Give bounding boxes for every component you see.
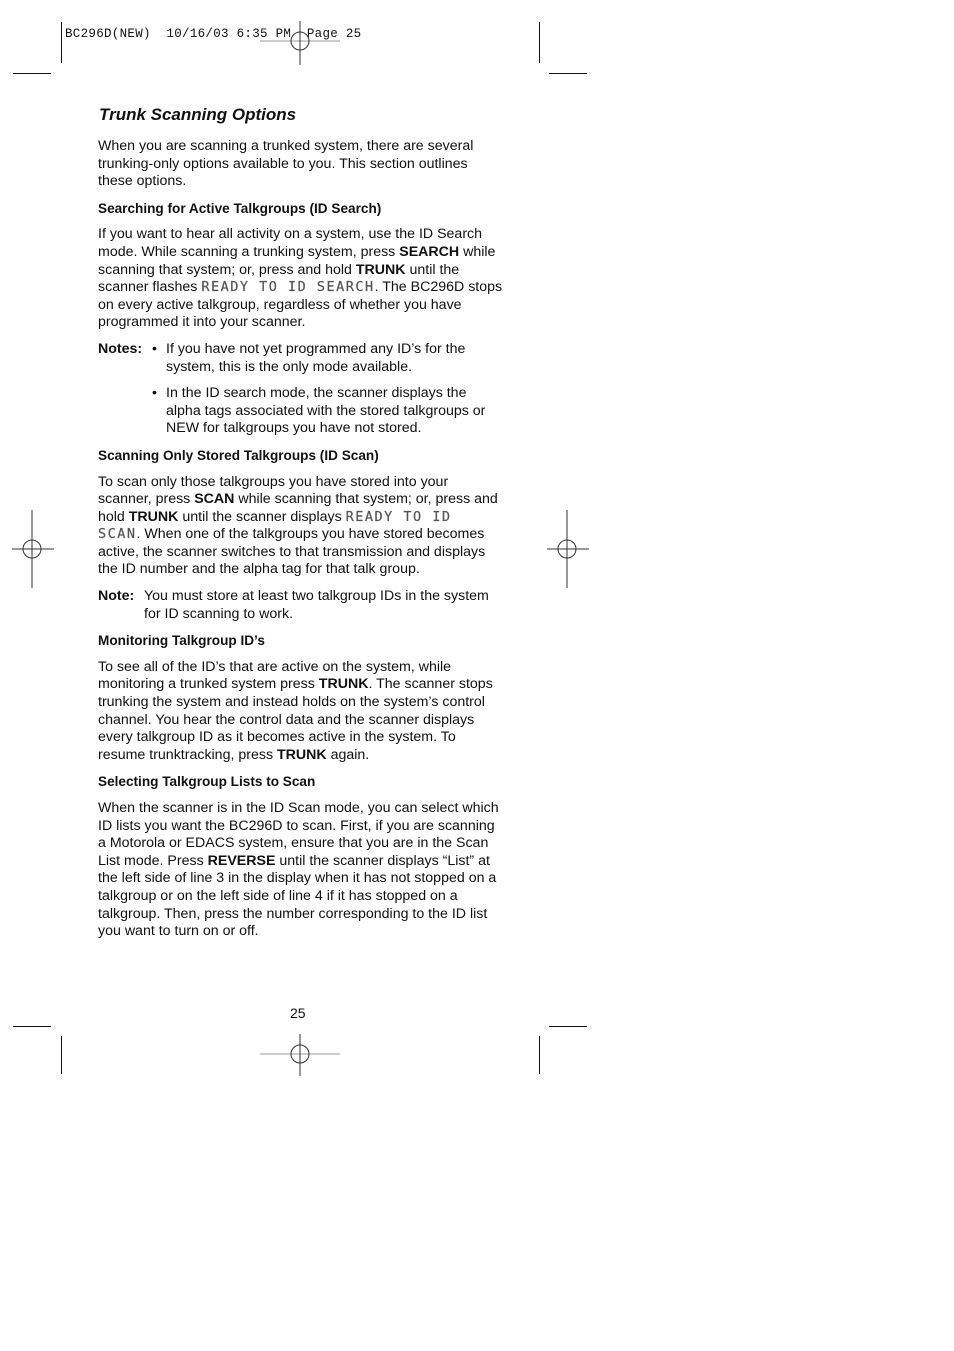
monitoring-paragraph: To see all of the ID’s that are active on the system, while monitoring a trunked system press TRUNK. The scanner stops trunking the system and instead holds on the system’s control channel. You hear the control data and the scanner displays every talkgroup ID as it becomes active in the system. To resume trunktracking, press TRUNK again.: [98, 658, 493, 763]
bullet-icon: •: [152, 385, 157, 402]
trunk-key-label: TRUNK: [318, 676, 369, 693]
trunk-key-label: TRUNK: [277, 746, 327, 763]
scan-key-label: SCAN: [194, 491, 235, 508]
lcd-ready-to-id-scan: READY TO ID SCAN: [98, 508, 452, 543]
crop-mark-top-left-vertical: [61, 22, 62, 63]
page-number: 25: [290, 1005, 306, 1021]
reverse-key-label: REVERSE: [207, 852, 276, 869]
trunk-key-label: TRUNK: [355, 261, 406, 278]
id-search-heading: Searching for Active Talkgroups (ID Search): [98, 200, 382, 216]
section-title: Trunk Scanning Options: [99, 105, 297, 124]
crop-mark-top-right-horizontal: [549, 73, 587, 74]
note-bullet-item: • In the ID search mode, the scanner displays the alpha tags associated with the stored talkgroups or NEW for talkgroups you have not stored.: [152, 385, 486, 437]
note-text: You must store at least two talkgroup IDs in the system for ID scanning to work.: [144, 588, 489, 622]
registration-mark-top-icon: [260, 21, 340, 65]
search-key-label: SEARCH: [399, 243, 460, 260]
registration-mark-left-icon: [12, 510, 54, 588]
printer-slug: BC296D(NEW) 10/16/03 6:35 PM Page 25: [65, 27, 362, 41]
lists-paragraph: When the scanner is in the ID Scan mode, you can select which ID lists you want the BC296D to scan. First, if you are scanning a Motorola or EDACS system, ensure that you are in the Scan List mode. Press REVERSE until the scanner displays “List” at the left side of line 3 in the display when it has not stopped on a talkgroup or on the left side of line 4 if it has stopped on a talkgroup. Then, press the number corresponding to the ID list you want to turn on or off.: [98, 800, 499, 940]
notes-block: [98, 341, 503, 438]
note-bullet-item: • If you have not yet programmed any ID’s for the system, this is the only mode available.: [152, 340, 466, 375]
lcd-ready-to-id-search: READY TO ID SEARCH: [201, 279, 375, 296]
monitoring-heading: Monitoring Talkgroup ID’s: [98, 633, 265, 649]
page-content: [98, 104, 503, 950]
id-search-paragraph: If you want to hear all activity on a system, use the ID Search mode. While scanning a trunking system, press SEARCH while scanning that system; or, press and hold TRUNK until the scanner flashes READY TO ID SEARCH. The BC296D stops on every active talkgroup, regardless of whether you have programmed it into your scanner.: [98, 226, 503, 331]
crop-mark-bottom-right-horizontal: [549, 1026, 587, 1027]
lists-heading: Selecting Talkgroup Lists to Scan: [98, 774, 316, 790]
registration-mark-right-icon: [547, 510, 589, 588]
notes-label: Notes:: [98, 340, 143, 357]
registration-mark-bottom-icon: [260, 1034, 340, 1076]
id-scan-heading: Scanning Only Stored Talkgroups (ID Scan): [98, 447, 379, 463]
bullet-icon: •: [152, 340, 157, 357]
note-label: Note:: [98, 588, 135, 605]
crop-mark-bottom-left-vertical: [61, 1036, 62, 1074]
crop-mark-top-left-horizontal: [13, 73, 51, 74]
crop-mark-bottom-left-horizontal: [13, 1026, 51, 1027]
id-scan-paragraph: To scan only those talkgroups you have stored into your scanner, press SCAN while scanning that system; or, press and hold TRUNK until the scanner displays READY TO ID SCAN. When one of the talkgroups you have stored becomes active, the scanner switches to that transmission and displays the ID number and the alpha tag for that talk group.: [98, 473, 498, 578]
crop-mark-bottom-right-vertical: [539, 1036, 540, 1074]
note-block: [98, 588, 503, 623]
intro-paragraph: When you are scanning a trunked system, there are several trunking-only options available to you. This section outlines these options.: [98, 138, 474, 190]
crop-mark-top-right-vertical: [539, 22, 540, 63]
trunk-key-label: TRUNK: [128, 508, 179, 525]
